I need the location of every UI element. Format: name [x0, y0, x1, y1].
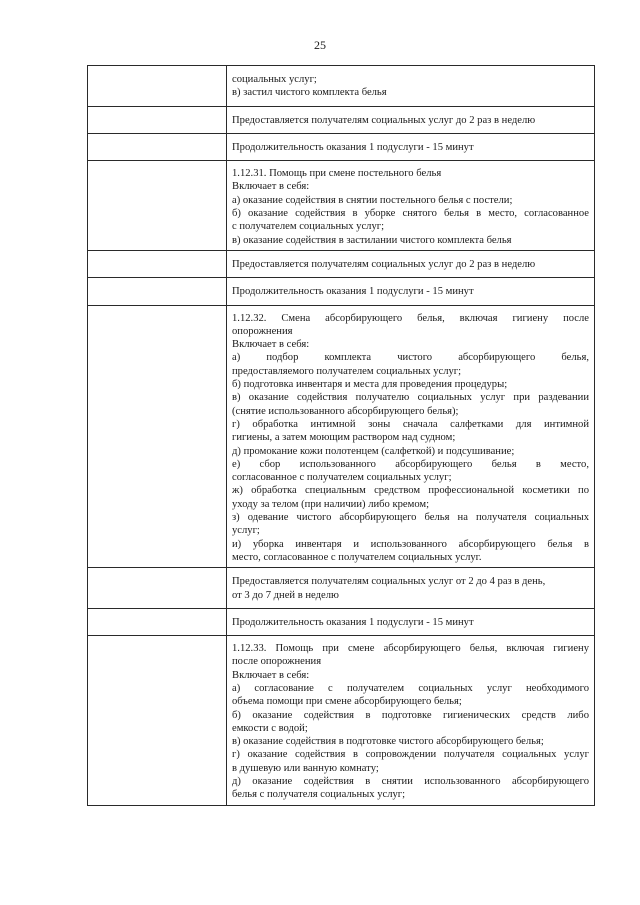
text-line: а) подбор комплекта чистого абсорбирующего белья, — [232, 352, 589, 364]
left-empty-cell — [88, 568, 227, 609]
description-cell — [227, 250, 595, 277]
text-line: а) согласование с получателем социальных услуг необходимого — [232, 682, 589, 694]
table-row — [88, 133, 595, 160]
left-empty-cell — [88, 250, 227, 277]
text-line: место, согласованное с получателем социальных услуг. — [232, 551, 482, 563]
text-line: (снятие использованного абсорбирующего белья); — [232, 405, 459, 417]
cell-text — [227, 306, 594, 568]
description-cell — [227, 278, 595, 305]
cell-text — [227, 251, 594, 277]
text-line: в) оказание содействия получателю социальных услуг при раздевании — [232, 392, 589, 404]
cell-text — [227, 636, 594, 805]
left-empty-cell — [88, 636, 227, 806]
text-line: д) промокание кожи полотенцем (салфеткой) и подсушивание; — [232, 445, 515, 457]
cell-text — [227, 134, 594, 160]
text-line: б) оказание содействия в уборке снятого белья в место, согласованное — [232, 208, 589, 220]
text-line: белья с получателя социальных услуг; — [232, 789, 406, 801]
left-empty-cell — [88, 161, 227, 251]
text-line: д) оказание содействия в снятии использованного абсорбирующего — [232, 776, 589, 788]
left-empty-cell — [88, 106, 227, 133]
text-line: б) подготовка инвентаря и места для проведения процедуры; — [232, 379, 508, 391]
cell-text — [227, 107, 594, 133]
table-row — [88, 636, 595, 806]
text-line: Продолжительность оказания 1 подуслуги - 15 минут — [232, 141, 474, 153]
text-line: от 3 до 7 дней в неделю — [232, 589, 339, 601]
text-line: з) одевание чистого абсорбирующего белья на получателя социальных — [232, 512, 589, 524]
text-line: уходу за телом (при наличии) либо кремом; — [232, 498, 430, 510]
text-line: Предоставляется получателям социальных услуг до 2 раз в неделю — [232, 258, 536, 270]
text-line: е) сбор использованного абсорбирующего белья в место, — [232, 458, 589, 470]
text-line: после опорожнения — [232, 656, 322, 668]
text-line: ж) обработка специальным средством профессиональной косметики по — [232, 485, 589, 497]
left-empty-cell — [88, 608, 227, 635]
text-line: опорожнения — [232, 325, 293, 337]
text-line: Включает в себя: — [232, 339, 310, 351]
left-empty-cell — [88, 305, 227, 568]
text-line: г) обработка интимной зоны сначала салфетками для интимной — [232, 418, 589, 430]
text-line: предоставляемого получателем социальных услуг; — [232, 365, 462, 377]
text-line: услуг; — [232, 525, 260, 537]
services-table — [87, 65, 595, 806]
cell-text — [227, 66, 594, 106]
text-line: 1.12.31. Помощь при смене постельного белья — [232, 168, 442, 180]
text-line: объема помощи при смене абсорбирующего белья; — [232, 696, 462, 708]
text-line: а) оказание содействия в снятии постельного белья с постели; — [232, 194, 513, 206]
left-empty-cell — [88, 278, 227, 305]
text-line: 1.12.32. Смена абсорбирующего белья, включая гигиену после — [232, 312, 589, 324]
description-cell — [227, 66, 595, 107]
cell-text — [227, 568, 594, 608]
text-line: б) оказание содействия в подготовке гигиенических средств либо — [232, 709, 589, 721]
cell-text — [227, 161, 594, 250]
description-cell — [227, 133, 595, 160]
text-line: социальных услуг; — [232, 74, 317, 85]
text-line: в) оказание содействия в подготовке чистого абсорбирующего белья; — [232, 736, 544, 748]
text-line: с получателем социальных услуг; — [232, 221, 385, 233]
table-row — [88, 250, 595, 277]
description-cell — [227, 106, 595, 133]
text-line: Предоставляется получателям социальных услуг до 2 раз в неделю — [232, 114, 536, 126]
text-line: Включает в себя: — [232, 669, 310, 681]
table-row — [88, 568, 595, 609]
table-row — [88, 66, 595, 107]
cell-text — [227, 609, 594, 635]
text-line: Продолжительность оказания 1 подуслуги - 15 минут — [232, 286, 474, 298]
text-line: емкости с водой; — [232, 722, 308, 734]
table-row — [88, 106, 595, 133]
description-cell — [227, 568, 595, 609]
text-line: 1.12.33. Помощь при смене абсорбирующего белья, включая гигиену — [232, 643, 589, 655]
table-row — [88, 161, 595, 251]
table-row — [88, 608, 595, 635]
description-cell — [227, 161, 595, 251]
text-line: Продолжительность оказания 1 подуслуги - 15 минут — [232, 616, 474, 628]
cell-text — [227, 278, 594, 304]
table-row — [88, 305, 595, 568]
text-line: и) уборка инвентаря и использованного абсорбирующего белья в — [232, 538, 589, 550]
description-cell — [227, 636, 595, 806]
text-line: в) оказание содействия в застилании чистого комплекта белья — [232, 234, 512, 246]
table-row — [88, 278, 595, 305]
description-cell — [227, 608, 595, 635]
text-line: в) застил чистого комплекта белья — [232, 87, 387, 99]
text-line: согласованное с получателем социальных услуг; — [232, 472, 452, 484]
left-empty-cell — [88, 66, 227, 107]
description-cell — [227, 305, 595, 568]
page-number: 25 — [314, 38, 326, 52]
services-table-body — [88, 66, 595, 806]
text-line: Предоставляется получателям социальных услуг от 2 до 4 раз в день, — [232, 576, 546, 588]
text-line: гигиены, а затем моющим раствором над судном; — [232, 432, 456, 444]
left-empty-cell — [88, 133, 227, 160]
text-line: в душевую или ванную комнату; — [232, 762, 379, 774]
text-line: Включает в себя: — [232, 181, 310, 193]
text-line: г) оказание содействия в сопровождении получателя социальных услуг — [232, 749, 589, 761]
